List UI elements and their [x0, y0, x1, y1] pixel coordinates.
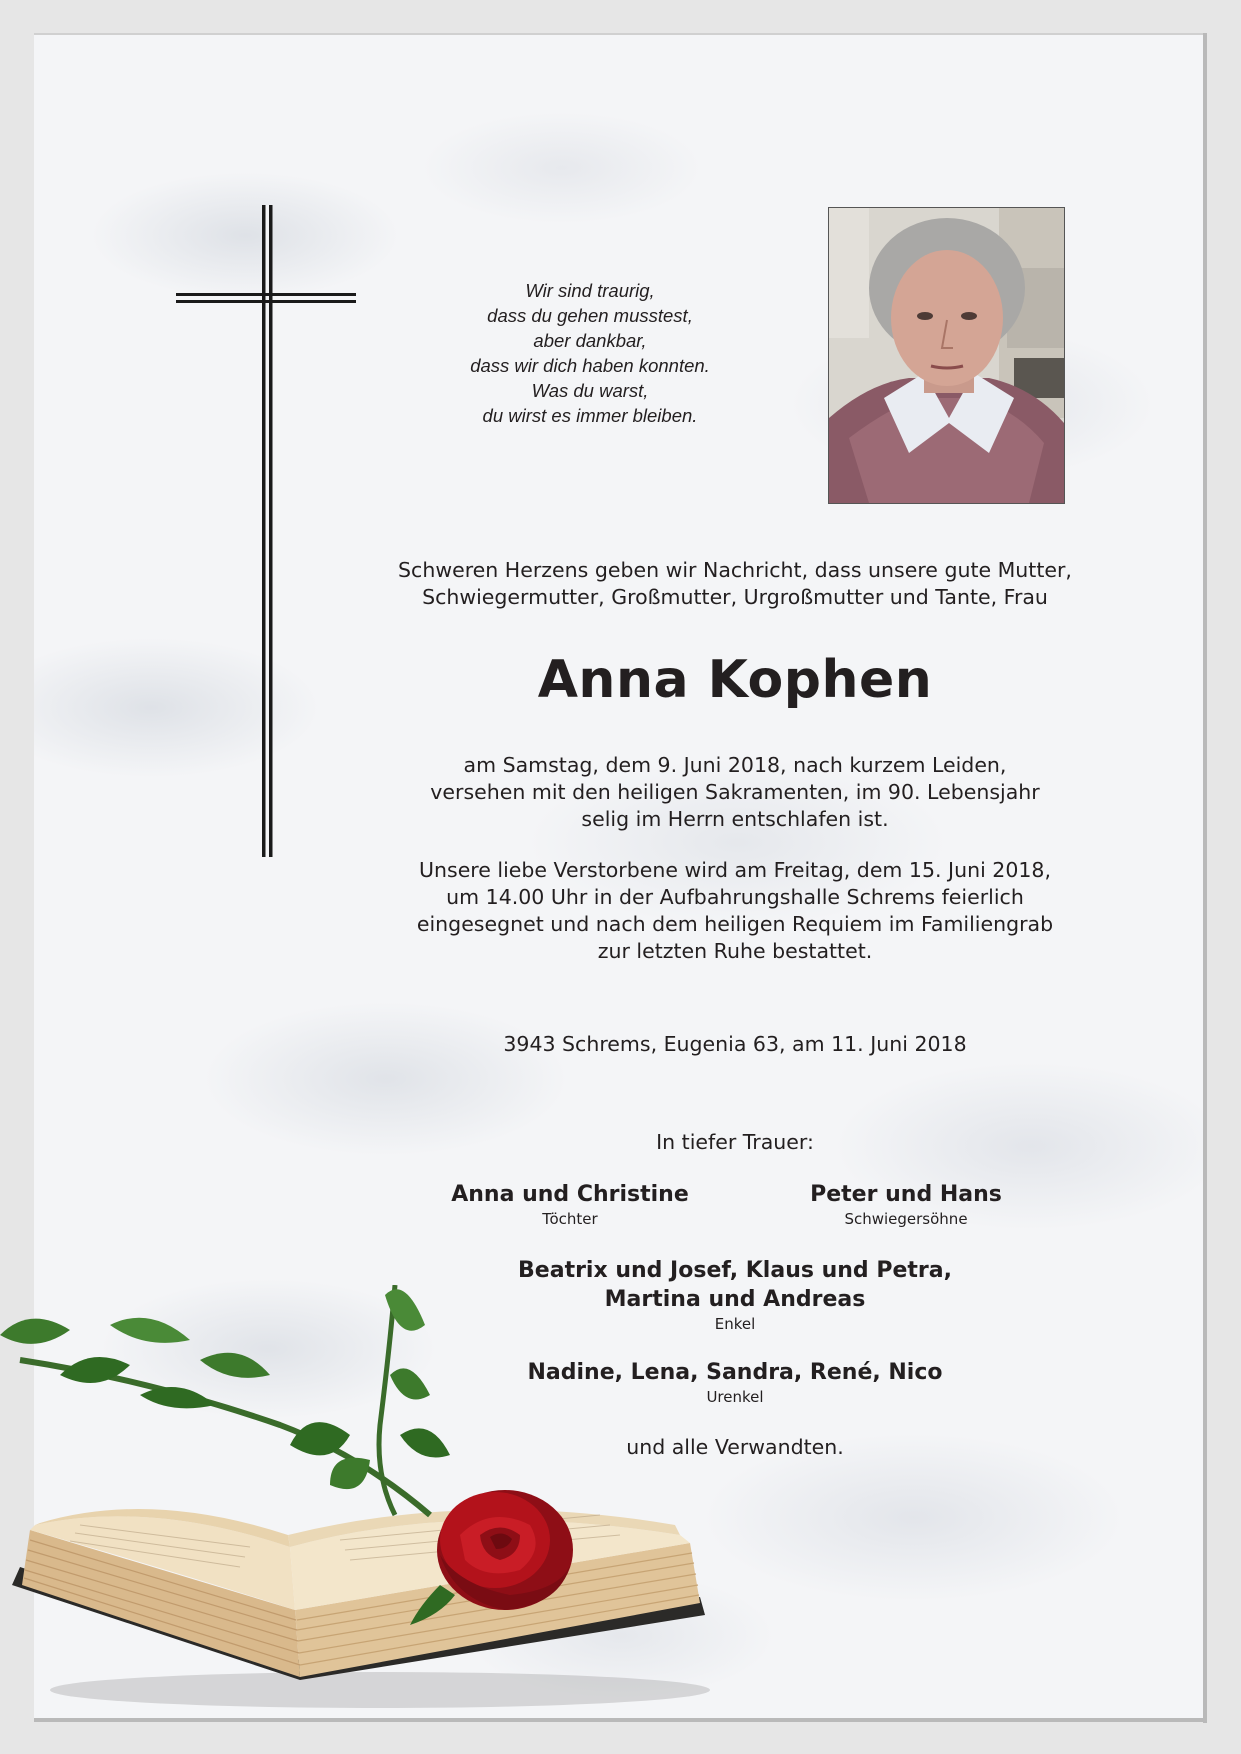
poem-line: dass wir dich haben konnten.	[470, 355, 710, 376]
place-and-date: 3943 Schrems, Eugenia 63, am 11. Juni 2018	[503, 1032, 967, 1056]
memorial-poem	[400, 278, 780, 428]
mourning-intro: In tiefer Trauer:	[656, 1130, 814, 1154]
poem-line: dass du gehen musstest,	[487, 305, 693, 326]
funeral-notice	[395, 857, 1075, 965]
mourner-relation: Enkel	[714, 1315, 756, 1333]
death-notice-line: am Samstag, dem 9. Juni 2018, nach kurzem Leiden,	[463, 753, 1007, 777]
poem-line: du wirst es immer bleiben.	[482, 405, 698, 426]
mourner-names: Anna und Christine	[451, 1182, 689, 1207]
frame-top-border	[34, 33, 1207, 35]
funeral-notice-line: um 14.00 Uhr in der Aufbahrungshalle Schrems feierlich	[446, 885, 1024, 909]
announcement-text	[395, 557, 1075, 611]
announcement-line: Schwiegermutter, Großmutter, Urgroßmutter und Tante, Frau	[422, 585, 1048, 609]
funeral-notice-line: eingesegnet und nach dem heiligen Requiem im Familiengrab	[416, 912, 1054, 936]
rose-on-book-icon	[0, 1285, 730, 1715]
frame-bottom-border	[34, 1718, 1207, 1722]
closing-line: und alle Verwandten.	[626, 1435, 844, 1459]
poem-line: Wir sind traurig,	[525, 280, 655, 301]
mourner-names: Peter und Hans	[810, 1182, 1002, 1207]
deceased-name: Anna Kophen	[537, 650, 933, 710]
death-notice	[395, 752, 1075, 833]
poem-line: aber dankbar,	[533, 330, 647, 351]
funeral-notice-line: zur letzten Ruhe bestattet.	[597, 939, 873, 963]
poem-line: Was du warst,	[531, 380, 649, 401]
mourner-names: Martina und Andreas	[604, 1287, 866, 1312]
death-notice-line: selig im Herrn entschlafen ist.	[581, 807, 889, 831]
mourner-relation: Schwiegersöhne	[844, 1210, 968, 1228]
mourner-relation: Urenkel	[706, 1388, 764, 1406]
funeral-notice-line: Unsere liebe Verstorbene wird am Freitag, dem 15. Juni 2018,	[419, 858, 1051, 882]
latin-cross-icon	[176, 205, 356, 857]
mourner-relation: Töchter	[542, 1210, 598, 1228]
frame-right-border	[1203, 33, 1207, 1723]
mourner-names: Beatrix und Josef, Klaus und Petra,	[518, 1258, 952, 1283]
mourner-names: Nadine, Lena, Sandra, René, Nico	[527, 1360, 943, 1385]
announcement-line: Schweren Herzens geben wir Nachricht, dass unsere gute Mutter,	[398, 558, 1072, 582]
mourners-daughters	[430, 1180, 710, 1229]
portrait-photo	[828, 207, 1065, 504]
mourners-sons-in-law	[766, 1180, 1046, 1229]
death-notice-line: versehen mit den heiligen Sakramenten, im 90. Lebensjahr	[430, 780, 1040, 804]
